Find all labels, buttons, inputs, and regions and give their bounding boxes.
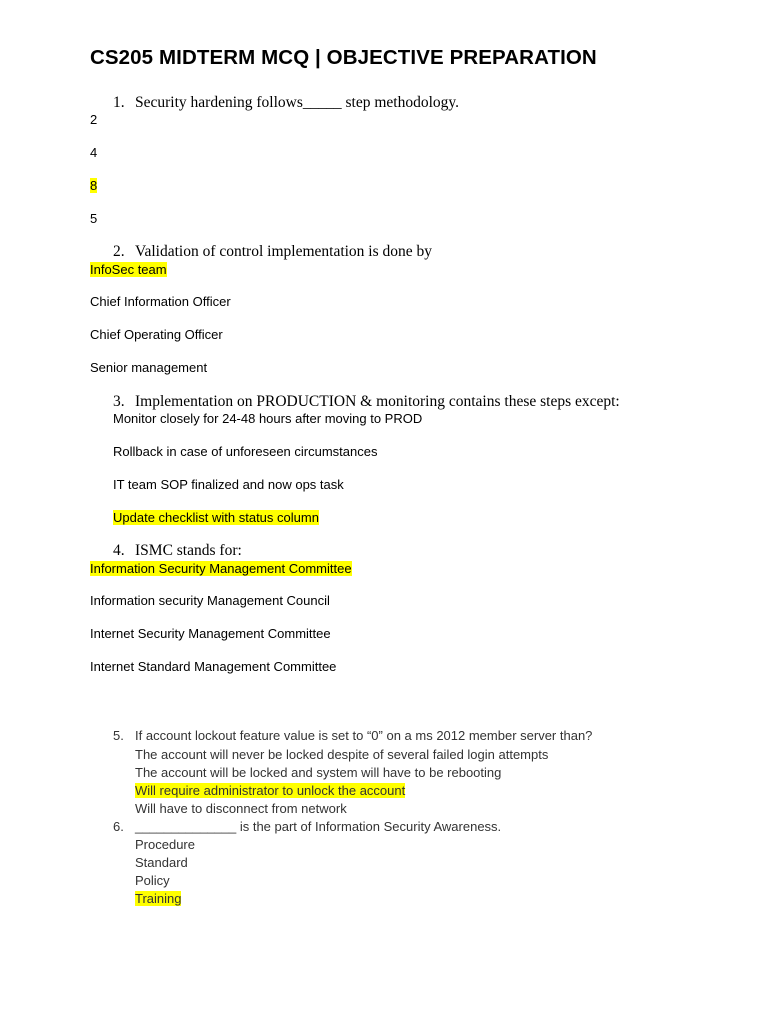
option: Policy [135, 873, 170, 888]
option: The account will never be locked despite of several failed login attempts [135, 747, 549, 762]
option: Chief Operating Officer [90, 327, 223, 342]
option: The account will be locked and system will have to be rebooting [135, 765, 502, 780]
option: 5 [90, 211, 98, 226]
option-correct-answer: Training [135, 891, 182, 906]
question-number: 1. [113, 94, 125, 111]
option: Senior management [90, 360, 208, 375]
question-number: 3. [113, 393, 125, 410]
question-text: Security hardening follows_____ step methodology. [135, 94, 460, 111]
question-text: Validation of control implementation is done by [135, 243, 433, 260]
option-correct-answer: Update checklist with status column [113, 510, 319, 525]
question-text: Implementation on PRODUCTION & monitoring contains these steps except: [135, 393, 620, 410]
option: 2 [90, 112, 98, 127]
option: Standard [135, 855, 188, 870]
question-number: 6. [113, 819, 124, 834]
option: Internet Standard Management Committee [90, 659, 337, 674]
question-number: 2. [113, 243, 125, 260]
question-text: If account lockout feature value is set to “0” on a ms 2012 member server than? [135, 728, 593, 743]
option-correct-answer: InfoSec team [90, 262, 167, 277]
option-correct-answer: Will require administrator to unlock the account [135, 783, 406, 798]
option: Procedure [135, 837, 195, 852]
option: Monitor closely for 24-48 hours after moving to PROD [113, 411, 423, 426]
question-number: 5. [113, 728, 124, 743]
question-number: 4. [113, 542, 125, 559]
option-correct-answer: 8 [90, 178, 98, 193]
option-correct-answer: Information Security Management Committee [90, 561, 352, 576]
page-title: CS205 MIDTERM MCQ | OBJECTIVE PREPARATION [90, 46, 597, 69]
option: Information security Management Council [90, 593, 330, 608]
option: Will have to disconnect from network [135, 801, 347, 816]
question-text: ISMC stands for: [135, 542, 242, 559]
option: Internet Security Management Committee [90, 626, 331, 641]
question-text: ______________ is the part of Information Security Awareness. [135, 819, 502, 834]
option: Rollback in case of unforeseen circumstances [113, 444, 378, 459]
option: IT team SOP finalized and now ops task [113, 477, 344, 492]
option: 4 [90, 145, 98, 160]
option: Chief Information Officer [90, 294, 231, 309]
